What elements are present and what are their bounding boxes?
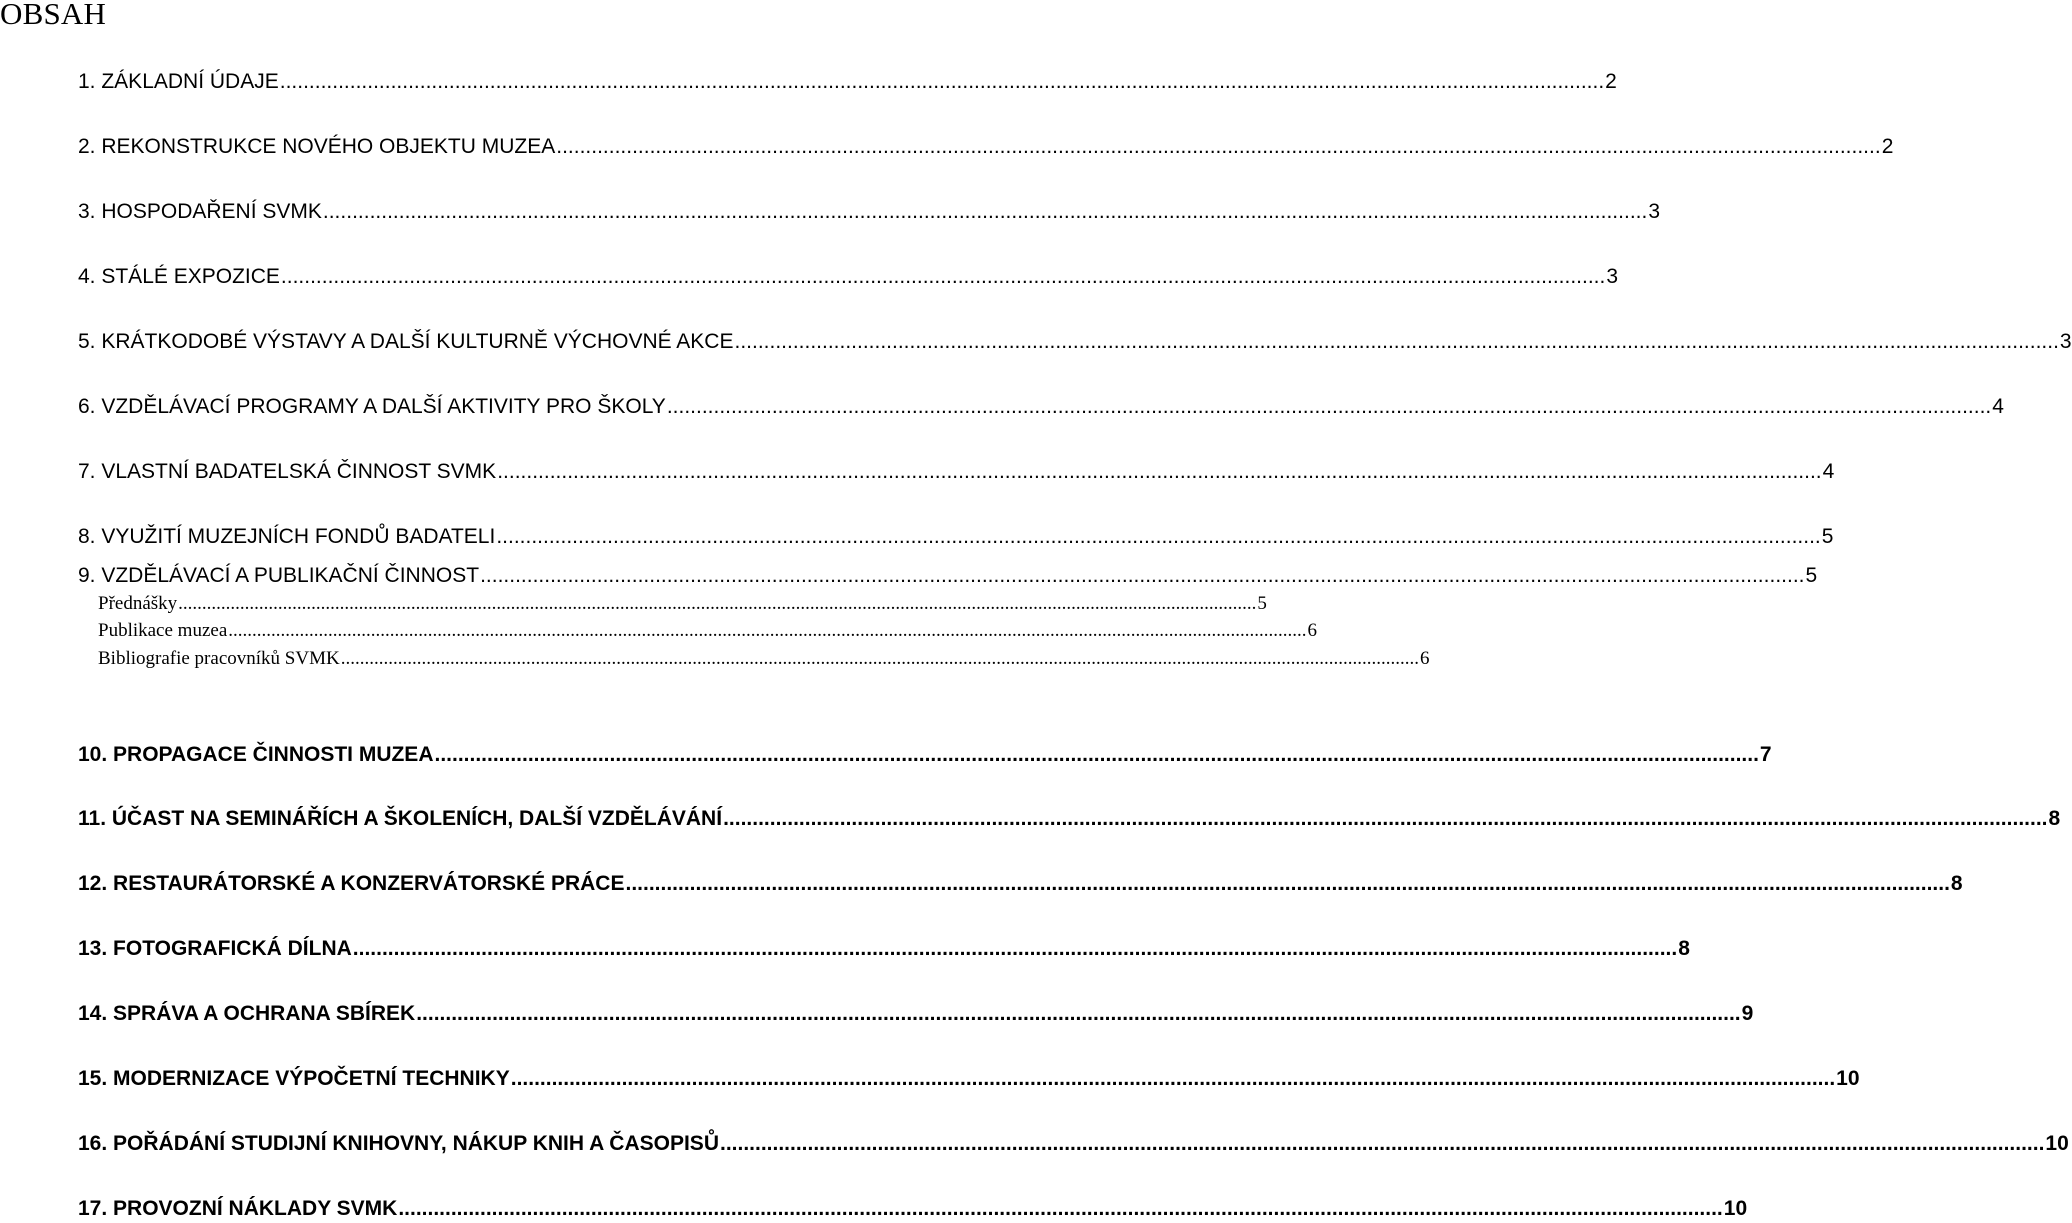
toc-entry-page: 3 — [1606, 265, 1619, 288]
dot-leader: ................................................................................................................................................................................................................................... — [340, 648, 1419, 669]
toc-subentry-label: Přednášky — [98, 593, 178, 614]
toc-entry-label: 14. SPRÁVA A OCHRANA SBÍREK — [78, 1002, 416, 1025]
toc-entry-label: 11. ÚČAST NA SEMINÁŘÍCH A ŠKOLENÍCH, DALŠÍ VZDĚLÁVÁNÍ — [78, 807, 723, 830]
toc-entry-page: 2 — [1881, 135, 1894, 158]
toc-entry[interactable] — [78, 1126, 2069, 1158]
toc-entry-page: 3 — [1648, 200, 1661, 223]
toc-entry-label: 7. VLASTNÍ BADATELSKÁ ČINNOST SVMK — [78, 460, 497, 483]
toc-subentry-label: Publikace muzea — [98, 620, 228, 641]
dot-leader: ................................................................................................................................................................................................................................... — [352, 937, 1678, 960]
toc-entry-label: 10. PROPAGACE ČINNOSTI MUZEA — [78, 743, 434, 766]
toc-entry-page: 8 — [1678, 937, 1690, 960]
toc-entry-label: 4. STÁLÉ EXPOZICE — [78, 265, 280, 288]
toc-entry-label: 17. PROVOZNÍ NÁKLADY SVMK — [78, 1197, 398, 1220]
toc-entry-label: 15. MODERNIZACE VÝPOČETNÍ TECHNIKY — [78, 1067, 510, 1090]
dot-leader: ................................................................................................................................................................................................................................... — [279, 70, 1605, 93]
toc-entry-label: 3. HOSPODAŘENÍ SVMK — [78, 200, 322, 223]
toc-entry-page: 8 — [1950, 872, 1963, 895]
dot-leader: ................................................................................................................................................................................................................................... — [480, 564, 1805, 587]
toc-entry-page: 5 — [1805, 564, 1818, 587]
dot-leader: ................................................................................................................................................................................................................................... — [497, 460, 1822, 483]
toc-entry-page: 4 — [1822, 460, 1835, 483]
toc-entry-label: 8. VYUŽITÍ MUZEJNÍCH FONDŮ BADATELI — [78, 525, 496, 548]
toc-entry[interactable] — [78, 194, 1661, 226]
toc-entry[interactable] — [78, 129, 1894, 161]
toc-entry-page: 8 — [2048, 807, 2061, 830]
toc-entry-label: 2. REKONSTRUKCE NOVÉHO OBJEKTU MUZEA — [78, 135, 556, 158]
toc-entry[interactable] — [78, 996, 1754, 1028]
toc-subentry[interactable] — [98, 645, 1430, 671]
toc-entry-label: 6. VZDĚLÁVACÍ PROGRAMY A DALŠÍ AKTIVITY PRO ŠKOLY — [78, 395, 666, 418]
toc-subentry[interactable] — [98, 617, 1318, 643]
toc-entry[interactable] — [78, 1191, 1748, 1223]
dot-leader: ................................................................................................................................................................................................................................... — [723, 807, 2048, 830]
toc-entry[interactable] — [78, 1061, 1860, 1093]
dot-leader: ................................................................................................................................................................................................................................... — [178, 593, 1257, 614]
dot-leader: ................................................................................................................................................................................................................................... — [719, 1132, 2045, 1155]
dot-leader: ................................................................................................................................................................................................................................... — [734, 330, 2059, 353]
dot-leader: ................................................................................................................................................................................................................................... — [496, 525, 1821, 548]
toc-entry[interactable] — [78, 801, 2061, 833]
toc-subentry-page: 6 — [1307, 620, 1318, 641]
toc-entry-label: 5. KRÁTKODOBÉ VÝSTAVY A DALŠÍ KULTURNĚ VÝCHOVNÉ AKCE — [78, 330, 734, 353]
dot-leader: ................................................................................................................................................................................................................................... — [510, 1067, 1836, 1090]
toc-entry[interactable] — [78, 389, 2004, 421]
dot-leader: ................................................................................................................................................................................................................................... — [625, 872, 1950, 895]
toc-entry-page: 5 — [1821, 525, 1834, 548]
toc-entry[interactable] — [78, 866, 1963, 898]
toc-entry[interactable] — [78, 259, 1619, 291]
toc-heading: OBSAH — [0, 0, 107, 31]
toc-entry-page: 10 — [2045, 1132, 2069, 1155]
toc-entry-label: 9. VZDĚLÁVACÍ A PUBLIKAČNÍ ČINNOST — [78, 564, 480, 587]
toc-entry[interactable] — [78, 454, 1835, 486]
toc-entry-page: 3 — [2059, 330, 2072, 353]
dot-leader: ................................................................................................................................................................................................................................... — [434, 743, 1759, 766]
dot-leader: ................................................................................................................................................................................................................................... — [398, 1197, 1723, 1220]
toc-subentry[interactable] — [98, 590, 1267, 616]
toc-entry-page: 10 — [1836, 1067, 1860, 1090]
toc-entry-label: 13. FOTOGRAFICKÁ DÍLNA — [78, 937, 352, 960]
dot-leader: ................................................................................................................................................................................................................................... — [228, 620, 1307, 641]
dot-leader: ................................................................................................................................................................................................................................... — [280, 265, 1606, 288]
toc-entry-page: 9 — [1741, 1002, 1754, 1025]
toc-subentry-label: Bibliografie pracovníků SVMK — [98, 648, 340, 669]
toc-entry-label: 12. RESTAURÁTORSKÉ A KONZERVÁTORSKÉ PRÁCE — [78, 872, 625, 895]
toc-entry-page: 2 — [1605, 70, 1617, 93]
toc-entry[interactable] — [78, 558, 1818, 590]
toc-entry[interactable] — [78, 737, 1772, 769]
dot-leader: ................................................................................................................................................................................................................................... — [416, 1002, 1741, 1025]
toc-entry[interactable] — [78, 64, 1617, 96]
toc-entry-label: 16. POŘÁDÁNÍ STUDIJNÍ KNIHOVNY, NÁKUP KNIH A ČASOPISŮ — [78, 1132, 719, 1155]
toc-entry[interactable] — [78, 519, 1834, 551]
dot-leader: ................................................................................................................................................................................................................................... — [322, 200, 1648, 223]
toc-entry[interactable] — [78, 931, 1690, 963]
toc-entry-page: 7 — [1759, 743, 1772, 766]
toc-subentry-page: 6 — [1419, 648, 1430, 669]
toc-entry-page: 4 — [1992, 395, 2004, 418]
toc-entry[interactable] — [78, 324, 2072, 356]
dot-leader: ................................................................................................................................................................................................................................... — [556, 135, 1881, 158]
toc-entry-page: 10 — [1723, 1197, 1748, 1220]
dot-leader: ................................................................................................................................................................................................................................... — [666, 395, 1992, 418]
toc-subentry-page: 5 — [1257, 593, 1267, 614]
toc-entry-label: 1. ZÁKLADNÍ ÚDAJE — [78, 70, 279, 93]
